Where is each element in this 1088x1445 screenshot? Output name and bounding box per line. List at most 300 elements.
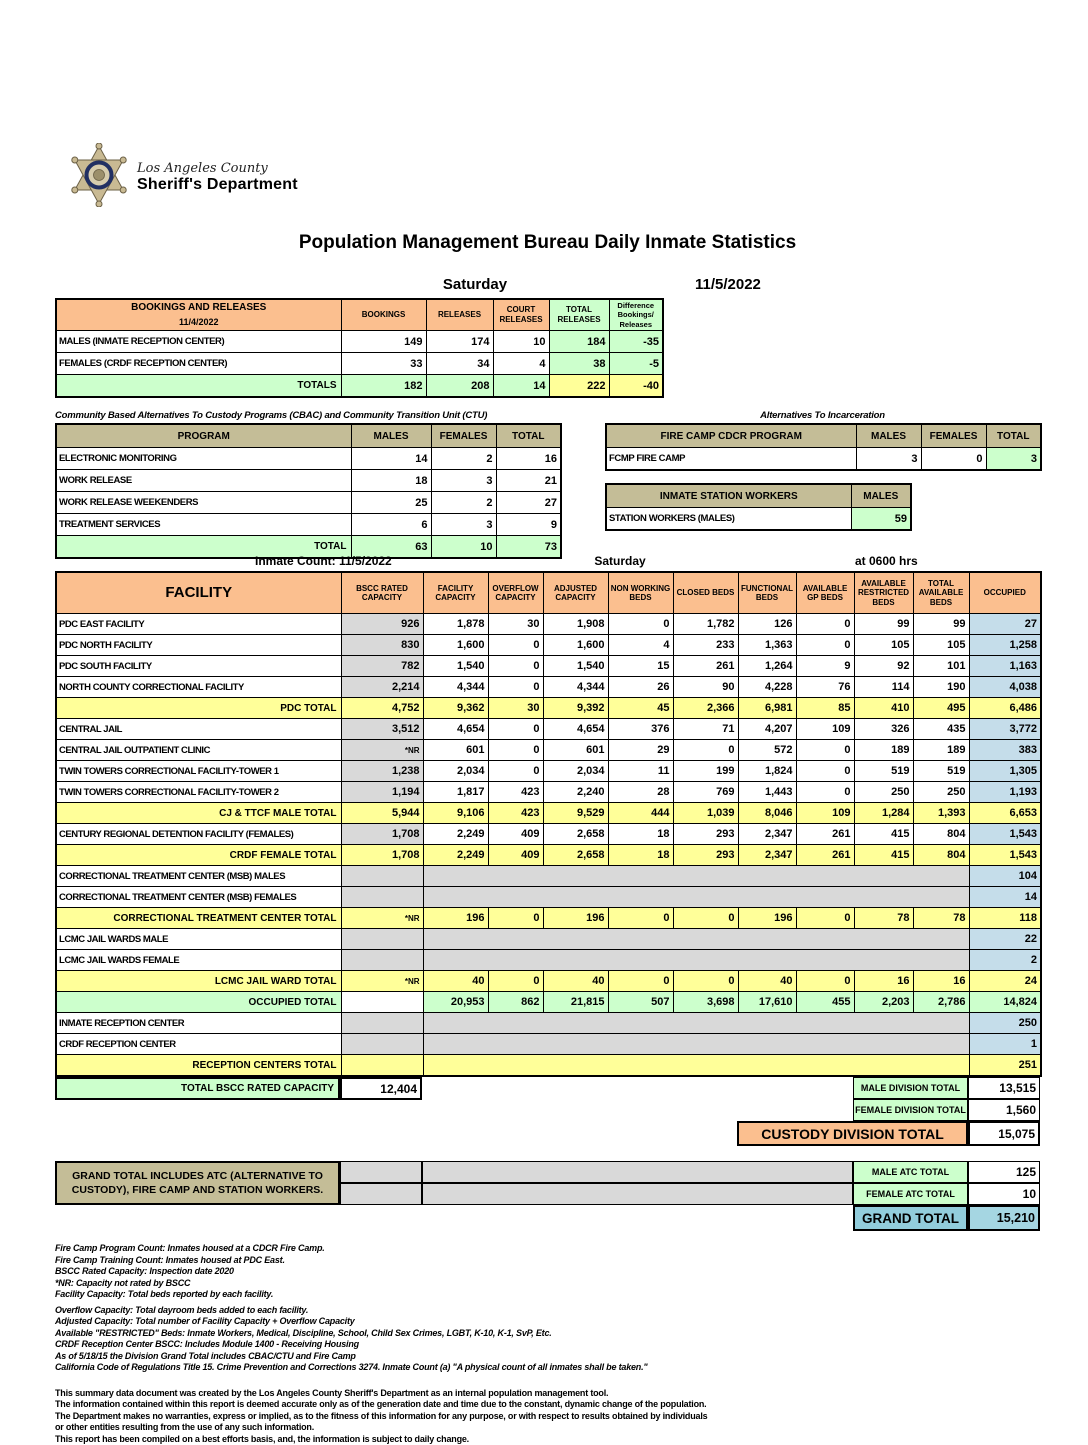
bookings-title: BOOKINGS AND RELEASES 11/4/2022 <box>56 299 341 331</box>
cell: 1,540 <box>543 656 608 677</box>
facility-row <box>56 866 1041 887</box>
cell: 16 <box>913 971 969 992</box>
cell: 9,392 <box>543 698 608 719</box>
report-sheet <box>55 0 1040 1445</box>
cell: INMATE RECEPTION CENTER <box>56 1013 341 1034</box>
cell: 572 <box>738 740 796 761</box>
facility-row <box>56 803 1041 824</box>
cell: 830 <box>341 635 423 656</box>
grand-total-label: GRAND TOTAL <box>853 1205 968 1231</box>
disclaimer-line: The information contained within this report is deemed accurate only as of the generation date and time due to the constant, dynamic change of the population. <box>55 1399 707 1410</box>
cell: 4,654 <box>543 719 608 740</box>
cell: 0 <box>673 971 738 992</box>
disclaimer-line: or other entities resulting from the use of any such information. <box>55 1422 315 1433</box>
cell: 4,038 <box>969 677 1041 698</box>
facility-row <box>56 1013 1041 1034</box>
total-bscc-value: 12,404 <box>340 1077 422 1100</box>
facility-row <box>56 1055 1041 1077</box>
page-title: Population Management Bureau Daily Inmate Statistics <box>298 232 797 253</box>
column-header: NON WORKING BEDS <box>608 572 673 614</box>
cell: 2 <box>431 492 496 514</box>
cell: 0 <box>488 740 543 761</box>
cell: 519 <box>913 761 969 782</box>
cell: 29 <box>608 740 673 761</box>
cell: 34 <box>426 353 493 375</box>
cell: 2,658 <box>543 845 608 866</box>
cell: 415 <box>854 845 913 866</box>
cell: -40 <box>609 375 663 398</box>
cell: 11 <box>608 761 673 782</box>
cell: 1,443 <box>738 782 796 803</box>
facility-row <box>56 887 1041 908</box>
alternatives-section <box>605 410 1040 531</box>
agency-brand <box>71 0 1040 214</box>
cell: 769 <box>673 782 738 803</box>
footnote: Overflow Capacity: Total dayroom beds added to each facility. <box>55 1304 309 1315</box>
cell: 0 <box>488 761 543 782</box>
cell: 109 <box>796 719 854 740</box>
facility-row <box>56 635 1041 656</box>
cell: 1,543 <box>969 845 1041 866</box>
cell: 174 <box>426 331 493 353</box>
cell: 1,600 <box>543 635 608 656</box>
male-division-total-value: 13,515 <box>968 1077 1040 1099</box>
cell: 3 <box>986 448 1041 471</box>
cell: 1,540 <box>423 656 488 677</box>
grand-total-section <box>55 1161 1040 1231</box>
cell: 78 <box>913 908 969 929</box>
footnote: Fire Camp Program Count: Inmates housed at a CDCR Fire Camp. <box>55 1243 325 1254</box>
facility-row <box>56 614 1041 635</box>
facility-header-row <box>56 572 1041 614</box>
cell: 0 <box>796 740 854 761</box>
disclaimer <box>55 1388 1040 1445</box>
cell: 0 <box>921 448 986 471</box>
cell: LCMC JAIL WARDS FEMALE <box>56 950 341 971</box>
cell: PDC SOUTH FACILITY <box>56 656 341 677</box>
cell: TWIN TOWERS CORRECTIONAL FACILITY-TOWER 2 <box>56 782 341 803</box>
facility-row <box>56 719 1041 740</box>
cbac-table <box>55 423 562 559</box>
cell: 18 <box>351 470 431 492</box>
cell: CORRECTIONAL TREATMENT CENTER TOTAL <box>56 908 341 929</box>
spacer-cell <box>422 1183 853 1205</box>
disclaimer-line: This report has been compiled on a best efforts basis, and, the information is subject to daily change. <box>55 1433 469 1444</box>
division-totals <box>55 1077 1040 1147</box>
cell: 0 <box>673 740 738 761</box>
cell: 250 <box>854 782 913 803</box>
cell: 105 <box>854 635 913 656</box>
cell: 4 <box>493 353 549 375</box>
report-day-row <box>55 276 1040 294</box>
cell: 2,214 <box>341 677 423 698</box>
cell: 2,347 <box>738 824 796 845</box>
cell: 0 <box>488 656 543 677</box>
cell <box>423 929 969 950</box>
cell: 2 <box>969 950 1041 971</box>
cell: CENTURY REGIONAL DETENTION FACILITY (FEMALES) <box>56 824 341 845</box>
cell: 1,600 <box>423 635 488 656</box>
column-header: ADJUSTED CAPACITY <box>543 572 608 614</box>
cbac-title: Community Based Alternatives To Custody Programs (CBAC) and Community Transition Unit (CTU) <box>55 410 488 422</box>
fire-camp-header-row <box>606 424 1041 448</box>
col-total-releases: TOTAL RELEASES <box>549 299 609 331</box>
facility-row <box>56 656 1041 677</box>
spacer-cell <box>422 1161 853 1183</box>
cell: 63 <box>351 536 431 559</box>
cell: 1,782 <box>673 614 738 635</box>
day-label: Saturday <box>442 276 508 293</box>
cell: 782 <box>341 656 423 677</box>
cell: 78 <box>854 908 913 929</box>
cell: 99 <box>854 614 913 635</box>
facility-row <box>56 929 1041 950</box>
grand-total-value: 15,210 <box>968 1205 1040 1231</box>
column-header: AVAILABLE GP BEDS <box>796 572 854 614</box>
cell: 293 <box>673 845 738 866</box>
cell: 6 <box>351 514 431 536</box>
row-label: FEMALES (CRDF RECEPTION CENTER) <box>56 353 341 375</box>
cell: 1,264 <box>738 656 796 677</box>
cell: 1,238 <box>341 761 423 782</box>
inmate-count-time: at 0600 hrs <box>855 554 918 569</box>
column-header: CLOSED BEDS <box>673 572 738 614</box>
row-label: MALES (INMATE RECEPTION CENTER) <box>56 331 341 353</box>
cell: 25 <box>351 492 431 514</box>
cell: 14 <box>493 375 549 398</box>
cell: 73 <box>496 536 561 559</box>
cell: 71 <box>673 719 738 740</box>
cell: *NR <box>341 740 423 761</box>
cell: 109 <box>796 803 854 824</box>
cell: 199 <box>673 761 738 782</box>
cell: 383 <box>969 740 1041 761</box>
male-atc-total-label: MALE ATC TOTAL <box>853 1161 968 1183</box>
cell <box>423 950 969 971</box>
row-label: STATION WORKERS (MALES) <box>606 508 851 531</box>
cell: 196 <box>423 908 488 929</box>
cbac-row <box>56 514 561 536</box>
cell: 14 <box>969 887 1041 908</box>
cell: 196 <box>738 908 796 929</box>
col-males: MALES <box>351 424 431 448</box>
cbac-row <box>56 470 561 492</box>
footnote: Facility Capacity: Total beds reported by each facility. <box>55 1289 274 1300</box>
cell: 2,203 <box>854 992 913 1013</box>
facility-row <box>56 845 1041 866</box>
col-releases: RELEASES <box>426 299 493 331</box>
cell: 4,207 <box>738 719 796 740</box>
cell: 926 <box>341 614 423 635</box>
cell: 423 <box>488 803 543 824</box>
cell: 2,366 <box>673 698 738 719</box>
cell: 4,344 <box>423 677 488 698</box>
column-header: TOTAL AVAILABLE BEDS <box>913 572 969 614</box>
cell: 0 <box>796 971 854 992</box>
cell: 40 <box>543 971 608 992</box>
footnote: *NR: Capacity not rated by BSCC <box>55 1277 191 1288</box>
cell: 208 <box>426 375 493 398</box>
station-workers-row <box>606 508 911 531</box>
cell: 233 <box>673 635 738 656</box>
footnotes <box>55 1243 1040 1374</box>
cell: 0 <box>488 908 543 929</box>
bookings-row-females <box>56 353 663 375</box>
cell: 17,610 <box>738 992 796 1013</box>
column-header: FACILITY CAPACITY <box>423 572 488 614</box>
cell: 423 <box>488 782 543 803</box>
cell: LCMC JAIL WARDS MALE <box>56 929 341 950</box>
cell: 6,981 <box>738 698 796 719</box>
cell: 1,194 <box>341 782 423 803</box>
col-total: TOTAL <box>496 424 561 448</box>
cell: 261 <box>673 656 738 677</box>
cell: 99 <box>913 614 969 635</box>
col-males: MALES <box>851 484 911 508</box>
male-atc-total-value: 125 <box>968 1161 1040 1183</box>
col-females: FEMALES <box>431 424 496 448</box>
column-header: OVERFLOW CAPACITY <box>488 572 543 614</box>
facility-row <box>56 950 1041 971</box>
sheriff-star-badge-icon <box>71 143 127 212</box>
cell: 18 <box>608 845 673 866</box>
cell: 2,658 <box>543 824 608 845</box>
cell: 8,046 <box>738 803 796 824</box>
cell: 376 <box>608 719 673 740</box>
cell: 222 <box>549 375 609 398</box>
facility-row <box>56 992 1041 1013</box>
alternatives-title: Alternatives To Incarceration <box>760 410 885 422</box>
cell: 2,786 <box>913 992 969 1013</box>
cell <box>423 1055 969 1077</box>
cell: 1,193 <box>969 782 1041 803</box>
facility-row <box>56 677 1041 698</box>
col-males: MALES <box>856 424 921 448</box>
custody-division-total-value: 15,075 <box>968 1121 1040 1146</box>
cell: 33 <box>341 353 426 375</box>
station-workers-table <box>605 483 912 531</box>
cell: 3,698 <box>673 992 738 1013</box>
column-header: FACILITY <box>56 572 341 614</box>
cell: 101 <box>913 656 969 677</box>
cell: 9 <box>496 514 561 536</box>
inmate-count-label: Inmate Count: 11/5/2022 <box>255 554 392 569</box>
female-atc-total-label: FEMALE ATC TOTAL <box>853 1183 968 1205</box>
cell: 40 <box>423 971 488 992</box>
cell: 0 <box>608 614 673 635</box>
cell: 1,908 <box>543 614 608 635</box>
cell <box>341 1055 423 1077</box>
cell: 114 <box>854 677 913 698</box>
cell: 409 <box>488 845 543 866</box>
cell: TWIN TOWERS CORRECTIONAL FACILITY-TOWER 1 <box>56 761 341 782</box>
cell: PDC NORTH FACILITY <box>56 635 341 656</box>
cell: 22 <box>969 929 1041 950</box>
column-header: FUNCTIONAL BEDS <box>738 572 796 614</box>
cell: 409 <box>488 824 543 845</box>
cell: 9,362 <box>423 698 488 719</box>
female-division-total-value: 1,560 <box>968 1099 1040 1121</box>
cell <box>423 1013 969 1034</box>
cell: 495 <box>913 698 969 719</box>
cell <box>341 1034 423 1055</box>
cell: 250 <box>969 1013 1041 1034</box>
cell: *NR <box>341 908 423 929</box>
cell: 3,512 <box>341 719 423 740</box>
cell: 601 <box>543 740 608 761</box>
cell <box>341 992 423 1013</box>
bookings-header-row <box>56 299 663 331</box>
cell: 0 <box>488 635 543 656</box>
inmate-count-row <box>55 554 1040 569</box>
cell: 0 <box>488 971 543 992</box>
cell: 1,284 <box>854 803 913 824</box>
cell: 0 <box>796 635 854 656</box>
spacer-cell <box>340 1161 422 1183</box>
cell: 9,106 <box>423 803 488 824</box>
cell: 0 <box>796 782 854 803</box>
cell: 2,249 <box>423 845 488 866</box>
footnote: BSCC Rated Capacity: Inspection date 2020 <box>55 1266 234 1277</box>
cell: 1,305 <box>969 761 1041 782</box>
cell: 601 <box>423 740 488 761</box>
custody-division-total-label: CUSTODY DIVISION TOTAL <box>737 1121 968 1146</box>
col-females: FEMALES <box>921 424 986 448</box>
cell: 0 <box>796 614 854 635</box>
footnote: As of 5/18/15 the Division Grand Total includes CBAC/CTU and Fire Camp <box>55 1350 356 1361</box>
cell: 5,944 <box>341 803 423 824</box>
cell: 435 <box>913 719 969 740</box>
cell: 2,034 <box>543 761 608 782</box>
cell: 507 <box>608 992 673 1013</box>
cell: 10 <box>431 536 496 559</box>
cell: 1,393 <box>913 803 969 824</box>
cell: 261 <box>796 845 854 866</box>
cell: 3,772 <box>969 719 1041 740</box>
cell: 27 <box>496 492 561 514</box>
cell: *NR <box>341 971 423 992</box>
cell: 4,752 <box>341 698 423 719</box>
cell: 45 <box>608 698 673 719</box>
cell: -5 <box>609 353 663 375</box>
cell: 862 <box>488 992 543 1013</box>
facility-row <box>56 908 1041 929</box>
cell: CRDF FEMALE TOTAL <box>56 845 341 866</box>
cell: 1,258 <box>969 635 1041 656</box>
cell: NORTH COUNTY CORRECTIONAL FACILITY <box>56 677 341 698</box>
cell: 1,708 <box>341 824 423 845</box>
cell: 16 <box>496 448 561 470</box>
facility-row <box>56 761 1041 782</box>
cell: 118 <box>969 908 1041 929</box>
cell: PDC EAST FACILITY <box>56 614 341 635</box>
county-name: Los Angeles County <box>137 160 268 176</box>
row-label: FCMP FIRE CAMP <box>606 448 856 471</box>
col-inmate-station-workers: INMATE STATION WORKERS <box>606 484 851 508</box>
cell: 410 <box>854 698 913 719</box>
cbac-header-row <box>56 424 561 448</box>
cell: 27 <box>969 614 1041 635</box>
cell: 30 <box>488 614 543 635</box>
cell: 90 <box>673 677 738 698</box>
cell: 20,953 <box>423 992 488 1013</box>
total-label: TOTAL <box>56 536 351 559</box>
programs-section <box>55 410 1040 553</box>
cell: 104 <box>969 866 1041 887</box>
facility-row <box>56 971 1041 992</box>
cell: 15 <box>608 656 673 677</box>
col-bookings: BOOKINGS <box>341 299 426 331</box>
fire-camp-table <box>605 423 1042 471</box>
cell: 92 <box>854 656 913 677</box>
facility-row <box>56 782 1041 803</box>
cell <box>423 866 969 887</box>
column-header: BSCC RATED CAPACITY <box>341 572 423 614</box>
cell: 455 <box>796 992 854 1013</box>
footnote: CRDF Reception Center BSCC: Includes Module 1400 - Receiving Housing <box>55 1339 359 1350</box>
cell: 28 <box>608 782 673 803</box>
male-division-total-label: MALE DIVISION TOTAL <box>853 1077 968 1099</box>
date-label: 11/5/2022 <box>695 276 761 293</box>
col-total: TOTAL <box>986 424 1041 448</box>
cbac-row <box>56 448 561 470</box>
cell: 6,653 <box>969 803 1041 824</box>
cell: LCMC JAIL WARD TOTAL <box>56 971 341 992</box>
cell: 2,347 <box>738 845 796 866</box>
cell: 1,824 <box>738 761 796 782</box>
bookings-releases-table <box>55 298 664 398</box>
row-label: ELECTRONIC MONITORING <box>56 448 351 470</box>
col-difference: Difference Bookings/ Releases <box>609 299 663 331</box>
cell: 0 <box>608 908 673 929</box>
cell: CRDF RECEPTION CENTER <box>56 1034 341 1055</box>
cell: 0 <box>608 971 673 992</box>
cell: 1,163 <box>969 656 1041 677</box>
cell: CORRECTIONAL TREATMENT CENTER (MSB) FEMALES <box>56 887 341 908</box>
cell: 18 <box>608 824 673 845</box>
row-label: TREATMENT SERVICES <box>56 514 351 536</box>
facility-row <box>56 698 1041 719</box>
cell: 182 <box>341 375 426 398</box>
cell: 804 <box>913 845 969 866</box>
cell: 251 <box>969 1055 1041 1077</box>
fire-camp-row <box>606 448 1041 471</box>
col-program: PROGRAM <box>56 424 351 448</box>
cell: 126 <box>738 614 796 635</box>
footnote: Available "RESTRICTED" Beds: Inmate Workers, Medical, Discipline, School, Child Sex Crimes, LGBT, K-10, K-1, SvP, Etc. <box>55 1327 552 1338</box>
cell: 0 <box>796 908 854 929</box>
column-header: AVAILABLE RESTRICTED BEDS <box>854 572 913 614</box>
cell: 4,228 <box>738 677 796 698</box>
col-fire-camp: FIRE CAMP CDCR PROGRAM <box>606 424 856 448</box>
cell: 4,654 <box>423 719 488 740</box>
cell <box>341 929 423 950</box>
cell: 38 <box>549 353 609 375</box>
cell: 326 <box>854 719 913 740</box>
cell: 76 <box>796 677 854 698</box>
column-header: OCCUPIED <box>969 572 1041 614</box>
cell: 59 <box>851 508 911 531</box>
grand-total-note: GRAND TOTAL INCLUDES ATC (ALTERNATIVE TO CUSTODY), FIRE CAMP AND STATION WORKERS. <box>55 1161 340 1205</box>
cell: 190 <box>913 677 969 698</box>
cell: 196 <box>543 908 608 929</box>
cell: 293 <box>673 824 738 845</box>
row-label: WORK RELEASE WEEKENDERS <box>56 492 351 514</box>
cell: 0 <box>673 908 738 929</box>
cell: CENTRAL JAIL <box>56 719 341 740</box>
cell: 804 <box>913 824 969 845</box>
cell: 1,363 <box>738 635 796 656</box>
